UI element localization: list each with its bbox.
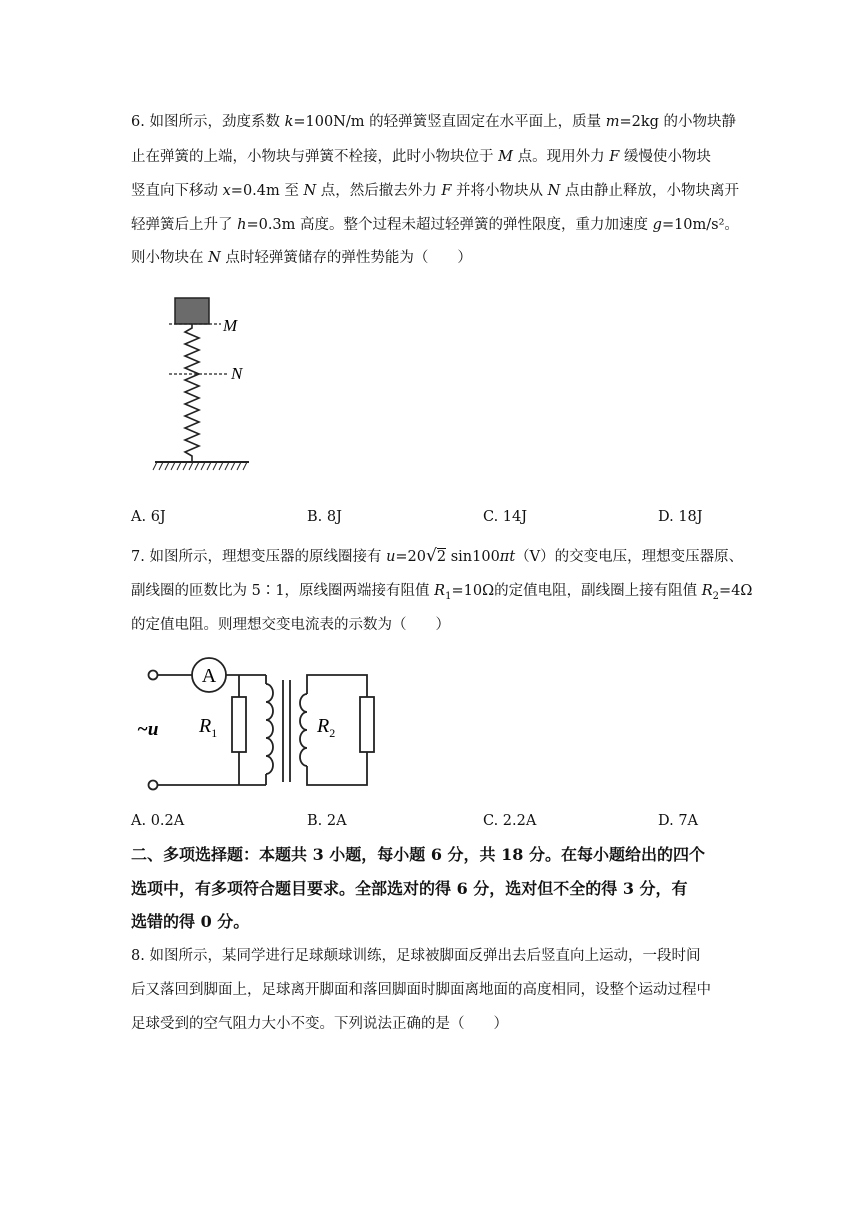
terminal-top bbox=[149, 671, 158, 680]
q7-line-2: 副线圈的匝数比为 5∶1，原线圈两端接有阻值 $R_1=10\Omega$的定值电阻，副线圈上接有阻值 $R_2=4\Omega$ bbox=[131, 583, 753, 602]
ground-hatching bbox=[153, 462, 247, 470]
section2-line-2: 选项中，有多项符合题目要求。全部选对的得 6 分，选对但不全的得 3 分，有 bbox=[131, 879, 688, 898]
q8-line-3: 足球受到的空气阻力大小不变。下列说法正确的是（ ） bbox=[131, 1016, 508, 1032]
q8-line-2: 后又落回到脚面上，足球离开脚面和落回脚面时脚面离地面的高度相同，设整个运动过程中 bbox=[131, 982, 711, 998]
q6-line-3: 竖直向下移动 x=0.4m 至 N 点，然后撤去外力 F 并将小物块从 N 点由静止释放，小物块离开 bbox=[131, 183, 739, 199]
block bbox=[175, 298, 209, 324]
section2-line-1: 二、多项选择题：本题共 3 小题，每小题 6 分，共 18 分。在每小题给出的四个 bbox=[131, 845, 705, 864]
transformer-figure bbox=[135, 652, 385, 802]
primary-coil bbox=[266, 684, 273, 774]
q7-line-1: 7. 如图所示，理想变压器的原线圈接有 u=20√2 sin100πt（V）的交变电压，理想变压器原、 bbox=[131, 546, 744, 566]
sqrt-sign: √ bbox=[426, 546, 437, 566]
q6-line-5: 则小物块在 N 点时轻弹簧储存的弹性势能为（ ） bbox=[131, 250, 472, 266]
q7-option-b[interactable]: B. 2A bbox=[307, 813, 347, 829]
q6-line-1: 6. 如图所示，劲度系数 k=100N/m 的轻弹簧竖直固定在水平面上，质量 m=2kg 的小物块静 bbox=[131, 114, 737, 130]
q6-line-4: 轻弹簧后上升了 h=0.3m 高度。整个过程未超过轻弹簧的弹性限度，重力加速度 g=10m/s²。 bbox=[131, 217, 739, 233]
section2-line-3: 选错的得 0 分。 bbox=[131, 912, 250, 931]
q6-option-b[interactable]: B. 8J bbox=[307, 509, 342, 525]
q8-line-1: 8. 如图所示，某同学进行足球颠球训练，足球被脚面反弹出去后竖直向上运动，一段时间 bbox=[131, 948, 701, 964]
q7-option-c[interactable]: C. 2.2A bbox=[483, 813, 537, 829]
secondary-coil bbox=[300, 694, 307, 766]
ammeter-label: A bbox=[201, 665, 217, 687]
q7-option-a[interactable]: A. 0.2A bbox=[131, 813, 185, 829]
label-n: N bbox=[231, 364, 243, 383]
source-label: ~u bbox=[137, 719, 159, 740]
resistor-r1 bbox=[232, 697, 246, 752]
q6-option-a[interactable]: A. 6J bbox=[131, 509, 166, 525]
q6-option-c[interactable]: C. 14J bbox=[483, 509, 528, 525]
q7-option-d[interactable]: D. 7A bbox=[658, 813, 699, 829]
terminal-bottom bbox=[149, 781, 158, 790]
q6-option-d[interactable]: D. 18J bbox=[658, 509, 703, 525]
spring-coil bbox=[185, 324, 199, 462]
resistor-r2 bbox=[360, 697, 374, 752]
r2-label: $R_2$ bbox=[317, 715, 336, 740]
q7-line-3: 的定值电阻。则理想交变电流表的示数为（ ） bbox=[131, 617, 450, 633]
label-m: M bbox=[223, 316, 238, 335]
q6-line-2: 止在弹簧的上端，小物块与弹簧不栓接，此时小物块位于 M 点。现用外力 F 缓慢使小物块 bbox=[131, 149, 711, 165]
spring-figure bbox=[125, 290, 265, 480]
r1-label: $R_1$ bbox=[199, 715, 218, 740]
